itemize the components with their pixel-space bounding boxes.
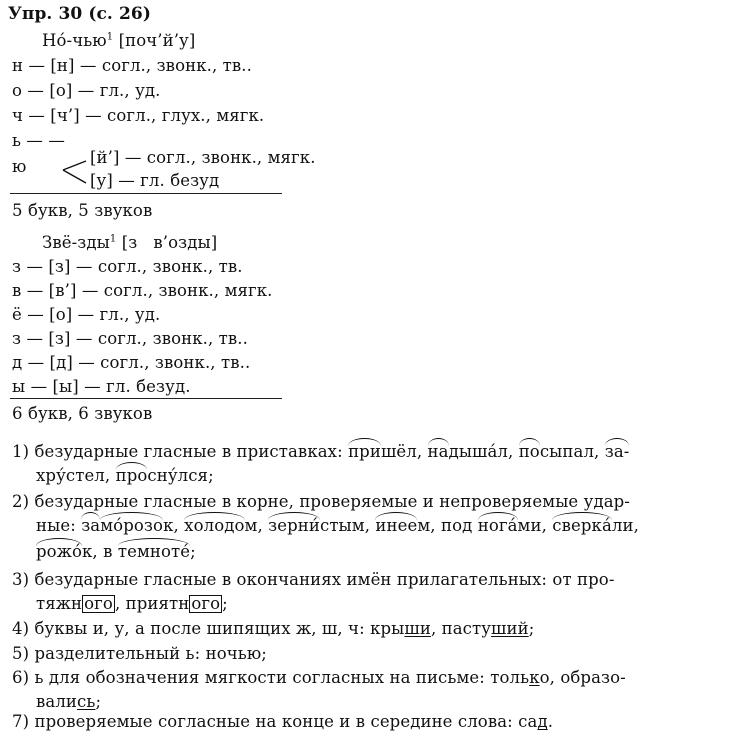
word1-split-a: [й’] — согл., звонк., мягк.	[90, 148, 316, 167]
rule-text: шёл,	[380, 442, 428, 461]
word1-row: ч — [ч’] — согл., глух., мягк.	[12, 106, 265, 125]
rule-6-line-2	[36, 692, 101, 712]
underlined-letters: сь	[77, 692, 96, 711]
word1-sup: 1	[106, 31, 114, 43]
rule-text: ные:	[36, 516, 82, 535]
word1-transcription: [поч’й’у]	[118, 31, 196, 50]
root-mark: темноте́	[117, 542, 191, 561]
word2-transcription: [з в’озды]	[121, 233, 218, 252]
rule-4	[12, 619, 534, 639]
rule-2-line-2	[36, 516, 639, 536]
rule-text: 4) буквы и, у, а после шипящих ж, ш, ч: кры	[12, 619, 405, 638]
rule-text: ;	[222, 594, 228, 613]
word2-row: в — [в’] — согл., звонк., мягк.	[12, 281, 273, 300]
word2-row: з — [з] — согл., звонк., тв..	[12, 329, 248, 348]
ending-box: ого	[84, 594, 113, 613]
rule-text: ми,	[517, 516, 553, 535]
rule-text: стым,	[319, 516, 376, 535]
rule-text: к,	[163, 516, 185, 535]
prefix-mark: про	[115, 466, 148, 485]
word2-row: ы — [ы] — гл. безуд.	[12, 377, 191, 396]
rule-text: , пасту	[430, 619, 492, 638]
rule-text: , приятн	[114, 594, 190, 613]
rule-7	[12, 712, 553, 732]
rule-text: м,	[244, 516, 269, 535]
word2-title: Звё-зды	[42, 233, 110, 252]
rule-text: к, в	[82, 542, 118, 561]
rule-1-line-2	[36, 466, 214, 486]
separator-line	[10, 193, 282, 194]
ending-box: ого	[191, 594, 221, 613]
root-mark: холодо	[184, 516, 245, 535]
separator-line	[10, 398, 282, 399]
rule-2-line-3	[36, 542, 196, 562]
word1-row: о — [о] — гл., уд.	[12, 81, 161, 100]
rule-text: дыша́л,	[448, 442, 519, 461]
word1-total: 5 букв, 5 звуков	[12, 201, 153, 220]
underlined-letters: ший	[491, 619, 529, 638]
word1-split-b: [у] — гл. безуд	[90, 171, 220, 190]
word2-sup: 1	[109, 233, 117, 245]
word2-heading	[42, 233, 217, 253]
rule-text: 1) безударные гласные в приставках:	[12, 442, 349, 461]
rule-text: 7) проверяемые согласные на конце и в середине слова: са	[12, 712, 538, 731]
rule-text: о, образо-	[539, 668, 626, 687]
rule-2-line-1: 2) безударные гласные в корне, проверяемые и непроверяемые удар-	[12, 492, 630, 511]
root-mark: нога́	[477, 516, 518, 535]
rule-text: .	[547, 712, 554, 731]
prefix-mark: на	[427, 442, 449, 461]
rule-5: 5) разделительный ь: ночью;	[12, 644, 267, 663]
prefix-mark: по	[518, 442, 540, 461]
fork-lines	[62, 158, 88, 186]
rule-text: хру́стел,	[36, 466, 116, 485]
rule-text: вали	[36, 692, 78, 711]
word2-row: з — [з] — согл., звонк., тв.	[12, 257, 243, 276]
word1-row: н — [н] — согл., звонк., тв..	[12, 56, 252, 75]
rule-text: ли,	[611, 516, 639, 535]
rule-text: м, под	[417, 516, 478, 535]
rule-text: сыпал,	[539, 442, 605, 461]
rule-text: тяжн	[36, 594, 83, 613]
prefix-mark: при	[348, 442, 381, 461]
rule-text: ;	[190, 542, 196, 561]
rule-6-line-1	[12, 668, 626, 688]
prefix-mark: за-	[604, 442, 630, 461]
root-mark: мо́розо	[100, 516, 164, 535]
rule-text: сну́лся;	[147, 466, 214, 485]
prefix-mark: за	[81, 516, 101, 535]
rule-text: ;	[528, 619, 535, 638]
word2-row: д — [д] — согл., звонк., тв..	[12, 353, 251, 372]
exercise-header: Упр. 30 (с. 26)	[8, 4, 151, 24]
word2-row: ё — [о] — гл., уд.	[12, 305, 161, 324]
word1-title: Но́-чью	[42, 31, 107, 50]
underlined-letters: д	[537, 712, 548, 731]
underlined-letters: ши	[404, 619, 431, 638]
root-mark: рожо́	[36, 542, 83, 561]
rule-text: ;	[95, 692, 102, 711]
word2-total: 6 букв, 6 звуков	[12, 404, 153, 423]
root-mark: сверка́	[552, 516, 612, 535]
word1-split-letter: ю	[12, 157, 27, 176]
rule-1-line-1	[12, 442, 629, 462]
root-mark: инее	[375, 516, 418, 535]
word1-heading	[42, 31, 195, 51]
root-mark: зерни́	[268, 516, 320, 535]
rule-3-line-1: 3) безударные гласные в окончаниях имён прилагательных: от про-	[12, 570, 615, 589]
word1-row: ь — —	[12, 131, 65, 150]
rule-text: 6) ь для обозначения мягкости согласных на письме: толь	[12, 668, 530, 687]
rule-3-line-2	[36, 594, 228, 614]
underlined-letters: к	[529, 668, 540, 687]
